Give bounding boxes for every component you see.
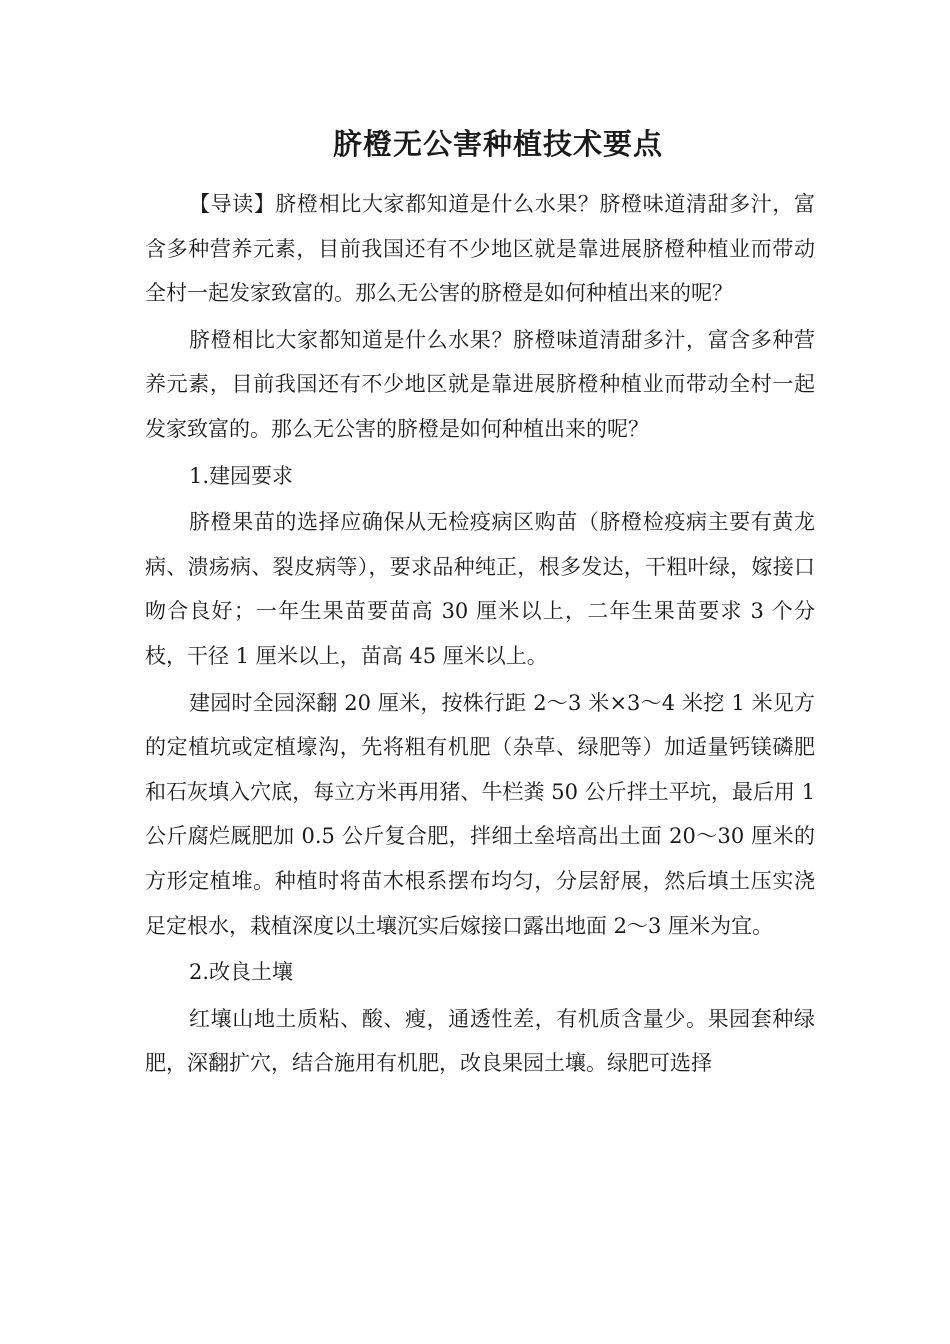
body-paragraph-4: 红壤山地土质粘、酸、瘦，通透性差，有机质含量少。果园套种绿肥，深翻扩穴，结合施用有机肥，改良果园土壤。绿肥可选择	[145, 1006, 815, 1076]
intro-paragraph: 【导读】脐橙相比大家都知道是什么水果？脐橙味道清甜多汁，富含多种营养元素，目前我国还有不少地区就是靠进展脐橙种植业而带动全村一起发家致富的。那么无公害的脐橙是如何种植出来的呢？	[145, 192, 815, 306]
document-page	[145, 118, 815, 1088]
body-paragraph-3: 建园时全园深翻 20 厘米，按株行距 2～3 米×3～4 米挖 1 米见方的定植坑或定植壕沟，先将粗有机肥（杂草、绿肥等）加适量钙镁磷肥和石灰填入穴底，每立方米再用猪、牛栏粪 50 公斤拌土平坑，最后用 1 公斤腐烂厩肥加 0.5 公斤复合肥，拌细土垒培高出土面 20～30 厘米的方形定植堆。种植时将苗木根系摆布均匀，分层舒展，然后填土压实浇足定根水，栽植深度以土壤沉实后嫁接口露出地面 2～3 厘米为宜。	[145, 690, 815, 938]
section-heading-1: 1.建园要求	[189, 463, 294, 488]
section-heading-2: 2.改良土壤	[189, 960, 294, 985]
body-paragraph-2: 脐橙果苗的选择应确保从无检疫病区购苗（脐橙检疫病主要有黄龙病、溃疡病、裂皮病等），要求品种纯正，根多发达，干粗叶绿，嫁接口吻合良好；一年生果苗要苗高 30 厘米以上，二年生果苗要求 3 个分枝，干径 1 厘米以上，苗高 45 厘米以上。	[145, 510, 815, 668]
body-paragraph-1: 脐橙相比大家都知道是什么水果？脐橙味道清甜多汁，富含多种营养元素，目前我国还有不少地区就是靠进展脐橙种植业而带动全村一起发家致富的。那么无公害的脐橙是如何种植出来的呢？	[145, 327, 815, 441]
document-title: 脐橙无公害种植技术要点	[332, 127, 663, 161]
